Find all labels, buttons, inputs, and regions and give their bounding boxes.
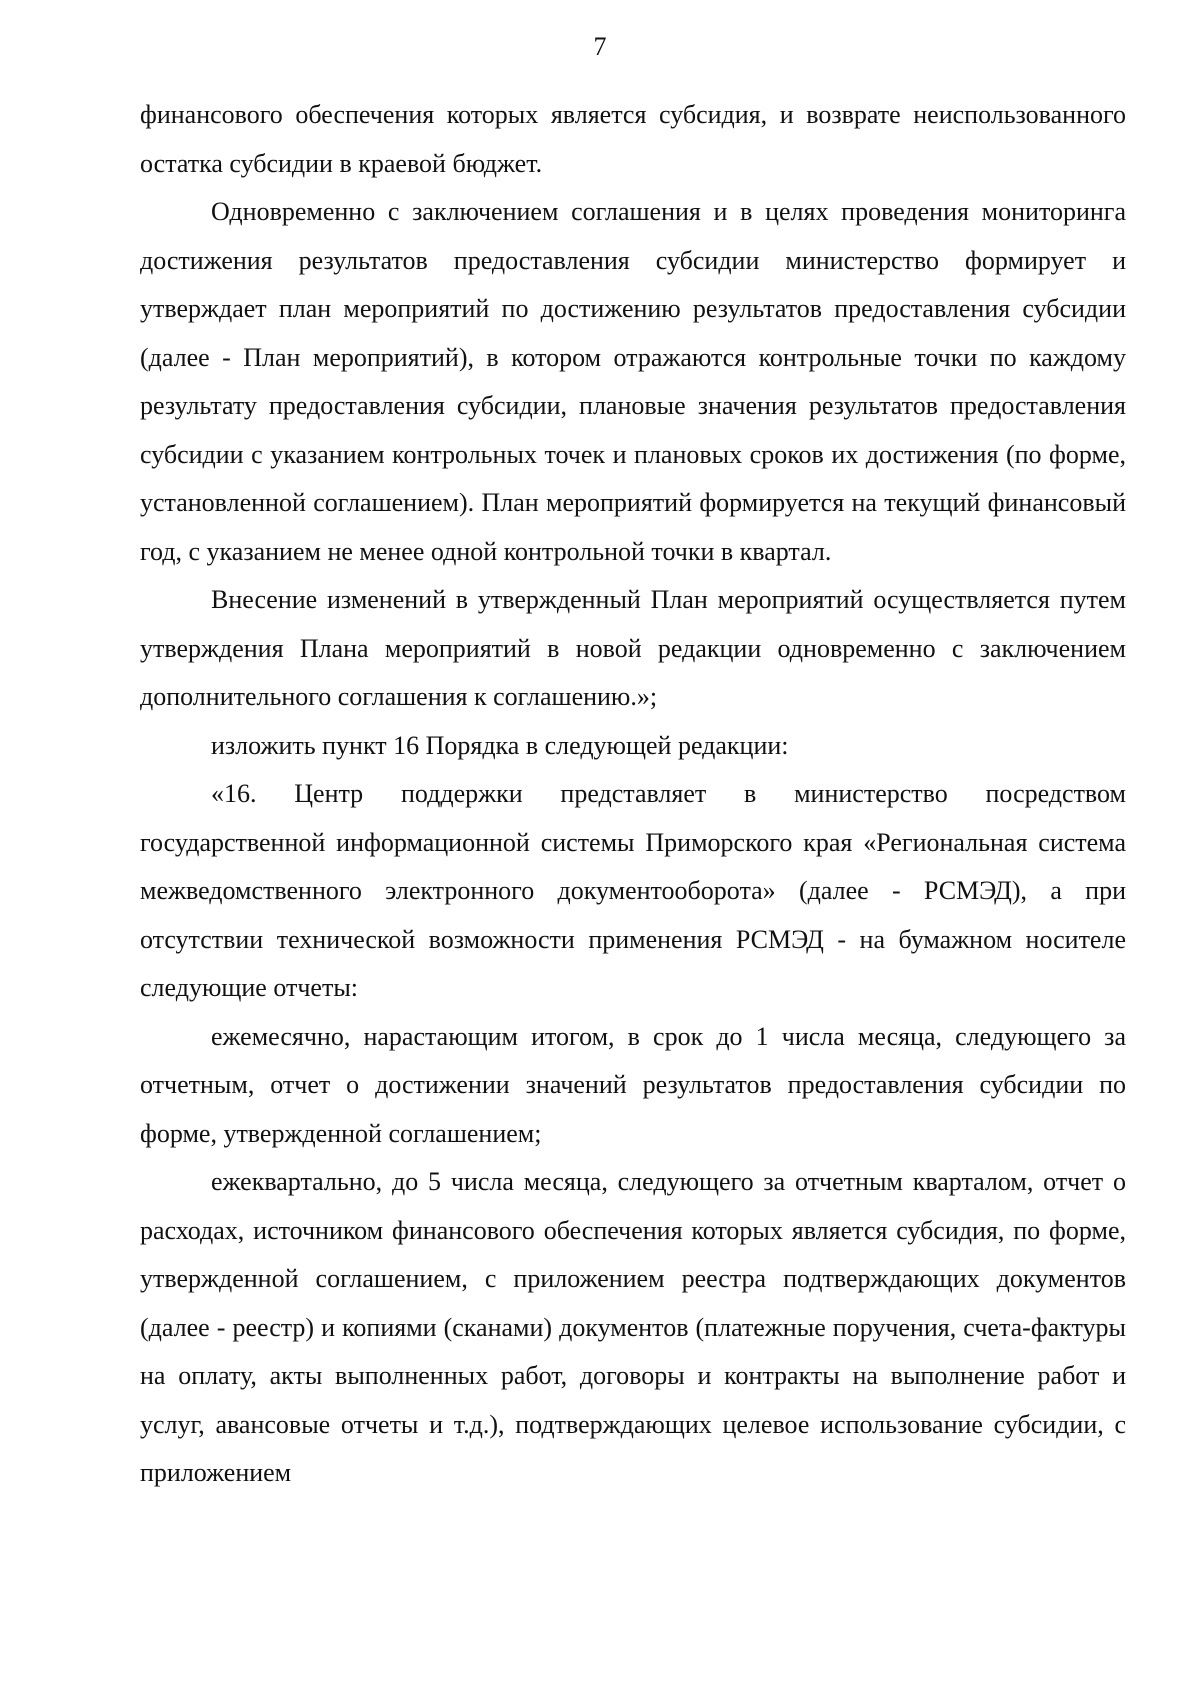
page-number: 7 (593, 32, 607, 61)
paragraph-monitoring-plan: Одновременно с заключением соглашения и в целях проведения мониторинга достижения результатов предоставления субсидии министерство формирует и утверждает план мероприятий по достижению результатов предоставления субсидии (далее - План мероприятий), в котором отражаются контрольные точки по каждому результату предоставления субсидии, плановые значения результатов предоставления субсидии с указанием контрольных точек и плановых сроков их достижения (по форме, установленной соглашением). План мероприятий формируется на текущий финансовый год, с указанием не менее одной контрольной точки в квартал. (140, 197, 1126, 566)
paragraph-continuation: финансового обеспечения которых является субсидия, и возврате неиспользованного остатка субсидии в краевой бюджет. (140, 100, 1126, 178)
paragraph-monthly-report: ежемесячно, нарастающим итогом, в срок до 1 числа месяца, следующего за отчетным, отчет о достижении значений результатов предоставления субсидии по форме, утвержденной соглашением; (140, 1021, 1126, 1148)
paragraph-quarterly-report: ежеквартально, до 5 числа месяца, следующего за отчетным кварталом, отчет о расходах, источником финансового обеспечения которых является субсидия, по форме, утвержденной соглашением, с приложением реестра подтверждающих документов (далее - реестр) и копиями (сканами) документов (платежные поручения, счета-фактуры на оплату, акты выполненных работ, договоры и контракты на выполнение работ и услуг, авансовые отчеты и т.д.), подтверждающих целевое использование субсидии, с приложением (140, 1167, 1126, 1487)
paragraph-plan-amendments: Внесение изменений в утвержденный План мероприятий осуществляется путем утверждения Плана мероприятий в новой редакции одновременно с заключением дополнительного соглашения к соглашению.»; (140, 585, 1126, 711)
paragraph-clause-16-intro: изложить пункт 16 Порядка в следующей редакции: (211, 730, 789, 760)
document-body (140, 91, 1126, 1498)
paragraph-clause-16: «16. Центр поддержки представляет в министерство посредством государственной информационной системы Приморского края «Региональная система межведомственного электронного документооборота» (далее - РСМЭД), а при отсутствии технической возможности применения РСМЭД - на бумажном носителе следующие отчеты: (140, 779, 1126, 1002)
